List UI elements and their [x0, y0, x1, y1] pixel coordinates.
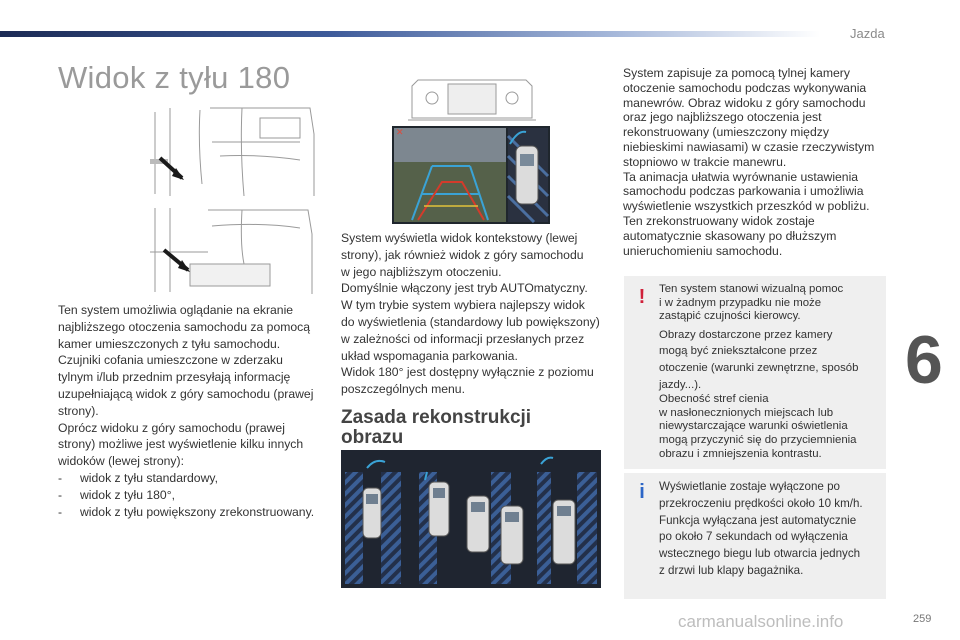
text-line: układ wspomagania parkowania. [341, 348, 518, 363]
intro-text [58, 302, 320, 520]
text-line: niebieskimi nawiasami) w czasie rzeczywistym [623, 139, 875, 154]
text-line: Funkcja wyłączana jest automatycznie [659, 513, 857, 527]
text-line: wyświetlenie wszystkich przeszkód w pobliżu. [623, 199, 870, 214]
text-line: Ten zrekonstruowany widok zostaje [623, 213, 815, 228]
text-line: z drzwi lub klapy bagażnika. [659, 563, 804, 577]
text-line: manewrów. Obraz widoku z góry samochodu [623, 95, 866, 110]
info-text [659, 479, 881, 580]
text-line: strony). [58, 403, 99, 418]
text-line: Obecność stref cienia [659, 393, 769, 406]
text-line: Wyświetlanie zostaje wyłączone po [659, 480, 840, 493]
text-line: Domyślnie włączony jest tryb AUTOmatyczny. [341, 281, 588, 296]
text-line: Widok 180° jest dostępny wyłącznie z poziomu [341, 365, 594, 380]
text-line: stopniowo w trakcie manewru. [623, 154, 787, 169]
text-line: jazdy...). [659, 378, 702, 391]
text-line: uzupełniającą widok z góry samochodu (prawej [58, 386, 314, 401]
text-line: kamer umieszczonych z tyłu samochodu. [58, 336, 281, 351]
list-dash: - [58, 487, 63, 502]
text-line: strony) możliwe jest wyświetlenie kilku innych [58, 437, 304, 452]
text-line: System zapisuje za pomocą tylnej kamery [623, 66, 850, 80]
van-rear-camera-illustration-upper [150, 104, 320, 200]
text-line: poszczególnych menu. [341, 382, 465, 397]
text-line: W tym trybie system wybiera najlepszy widok [341, 298, 585, 313]
page-number: 259 [913, 613, 932, 625]
list-item [58, 470, 320, 487]
text-line: Czujniki cofania umieszczone w zderzaku [58, 353, 283, 368]
list-dash: - [58, 504, 63, 519]
chapter-number: 6 [905, 322, 943, 398]
text-line: widoków (lewej strony): [58, 454, 184, 469]
text-line: do wyświetlenia (standardowy lub powiększony) [341, 314, 600, 329]
list-item-text: widok z tyłu standardowy, [80, 470, 218, 485]
list-item [58, 504, 320, 521]
dashboard-screen-illustration [392, 74, 552, 226]
list-item [58, 487, 320, 504]
list-dash: - [58, 470, 63, 485]
text-line: najbliższego otoczenia samochodu za pomocą [58, 319, 311, 334]
text-line: i w żadnym przypadku nie może [659, 296, 822, 309]
text-line: tylnym i/lub przednim przesyłają informację [58, 370, 291, 385]
text-line: w nasłonecznionych miejscach lub [659, 406, 834, 419]
watermark: carmanualsonline.info [678, 612, 844, 631]
text-line: Oprócz widoku z góry samochodu (prawej [58, 420, 285, 435]
warning-box [624, 276, 886, 469]
text-line: automatycznie skasowany po dłuższym [623, 228, 837, 243]
close-icon: ✕ [396, 127, 404, 137]
text-line: otoczenie samochodu podczas wykonywania [623, 80, 867, 95]
text-line: Obrazy dostarczone przez kamery [659, 328, 833, 341]
section-subheading [341, 408, 601, 448]
info-icon: i [639, 481, 645, 503]
text-line: w zależności od informacji przesłanych przez [341, 331, 585, 346]
text-line: przekroczeniu prędkości około 10 km/h. [659, 496, 863, 510]
text-line: wstecznego biegu lub otwarcia jednych [659, 547, 861, 561]
info-box [624, 473, 886, 599]
list-item-text: widok z tyłu powiększony zrekonstruowany. [80, 504, 315, 519]
text-line: strony), jak również widok z góry samochodu [341, 247, 584, 262]
context-view-text [341, 230, 603, 398]
text-line: po około 7 sekundach od wyłączenia [659, 530, 848, 544]
text-line: Ten system umożliwia oglądanie na ekranie [58, 303, 294, 317]
text-line: Ta animacja ułatwia wyrównanie ustawienia [623, 169, 859, 184]
text-line: unieruchomieniu samochodu. [623, 243, 783, 258]
subheading-line: Zasada rekonstrukcji [341, 407, 532, 428]
page-title: Widok z tyłu 180 [58, 60, 291, 95]
warning-text [659, 283, 881, 461]
text-line: otoczenie (warunki zewnętrzne, sposób [659, 361, 859, 374]
warning-icon: ! [638, 286, 646, 308]
text-line: obrazu i zmniejszenia kontrastu. [659, 447, 822, 460]
text-line: oraz jego najbliższego otoczenia jest [623, 110, 822, 125]
subheading-line: obrazu [341, 427, 404, 448]
text-line: mogą być zniekształcone przez [659, 345, 818, 358]
text-line: Ten system stanowi wizualną pomoc [659, 283, 844, 295]
list-item-text: widok z tyłu 180°, [80, 487, 175, 502]
text-line: mogą przyczynić się do przyciemnienia [659, 433, 857, 446]
reconstruction-sequence-illustration [341, 450, 601, 588]
section-header: Jazda [850, 26, 885, 41]
reconstruction-text [623, 66, 885, 258]
text-line: niewystarczające warunki oświetlenia [659, 420, 848, 433]
text-line: zastąpić czujności kierowcy. [659, 310, 801, 323]
text-line: rekonstruowany (umieszczony między [623, 125, 829, 140]
header-gradient-bar [0, 31, 820, 37]
text-line: System wyświetla widok kontekstowy (lewej [341, 231, 578, 245]
text-line: w jego najbliższym otoczeniu. [341, 264, 502, 279]
van-rear-camera-illustration-lower [150, 204, 320, 296]
text-line: samochodu podczas parkowania i umożliwia [623, 184, 864, 199]
